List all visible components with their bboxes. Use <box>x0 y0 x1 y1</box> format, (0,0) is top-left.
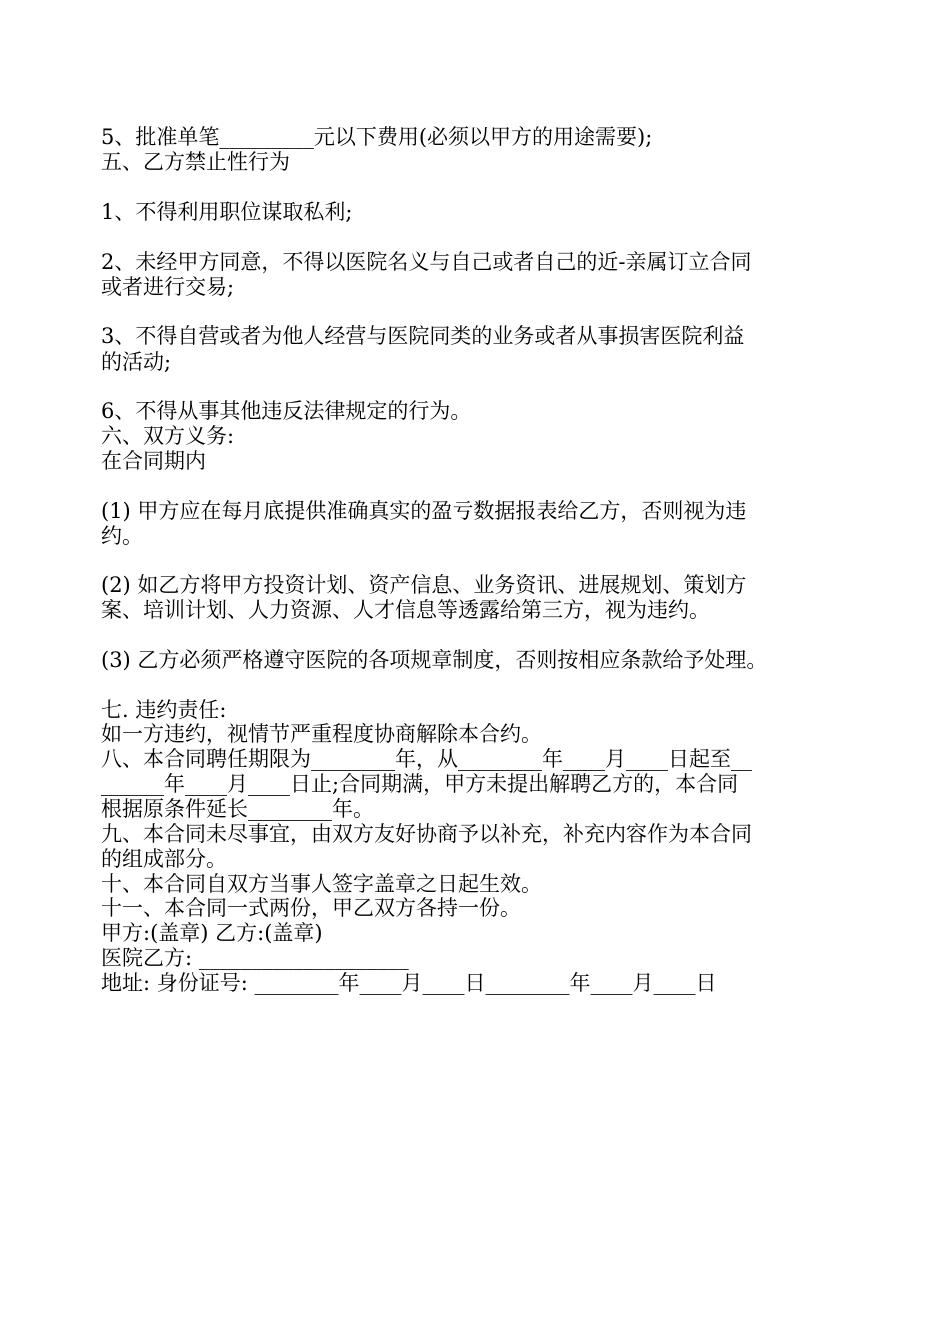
signature-hospital-line: 医院乙方: ____________________ <box>101 946 409 970</box>
text-line-duty-2: (2) 如乙方将甲方投资计划、资产信息、业务资讯、进展规划、策划方 <box>101 573 747 597</box>
text-line-term-extension: 根据原条件延长________年。 <box>101 797 374 821</box>
section-heading-5: 五、乙方禁止性行为 <box>101 150 290 174</box>
text-line-duty-1-cont: 约。 <box>101 524 143 548</box>
text-line-term-cont: ______年____月____日止;合同期满，甲方未提出解聘乙方的，本合同 <box>101 772 739 796</box>
text-line-copies: 十一、本合同一式两份，甲乙双方各持一份。 <box>101 896 521 920</box>
text-line-clause-5: 5、批准单笔_________元以下费用(必须以甲方的用途需要); <box>101 125 653 149</box>
text-line-prohibition-2-cont: 或者进行交易; <box>101 275 235 299</box>
text-line-breach: 如一方违约，视情节严重程度协商解除本合约。 <box>101 722 542 746</box>
text-line-supplement: 九、本合同未尽事宜，由双方友好协商予以补充，补充内容作为本合同 <box>101 822 752 846</box>
text-line-supplement-cont: 的组成部分。 <box>101 847 227 871</box>
text-line-prohibition-1: 1、不得利用职位谋取私利; <box>101 200 353 224</box>
text-line-prohibition-2: 2、未经甲方同意，不得以医院名义与自己或者自己的近-亲属订立合同 <box>101 250 752 274</box>
text-line-prohibition-6: 6、不得从事其他违反法律规定的行为。 <box>101 399 472 423</box>
section-heading-6: 六、双方义务: <box>101 424 235 448</box>
text-line-duty-3: (3) 乙方必须严格遵守医院的各项规章制度，否则按相应条款给予处理。 <box>101 648 768 672</box>
text-line-term: 八、本合同聘任期限为________年，从________年____月____日起至__ <box>101 747 752 771</box>
signature-party-labels: 甲方:(盖章) 乙方:(盖章) <box>101 921 323 945</box>
text-line-duty-1: (1) 甲方应在每月底提供准确真实的盈亏数据报表给乙方，否则视为违 <box>101 499 747 523</box>
text-line-effective: 十、本合同自双方当事人签字盖章之日起生效。 <box>101 872 542 896</box>
text-line-contract-period: 在合同期内 <box>101 449 206 473</box>
signature-address-date-line: 地址: 身份证号: ________年____月____日________年____月____日 <box>101 971 717 995</box>
section-heading-7: 七. 违约责任: <box>101 698 227 722</box>
text-line-duty-2-cont: 案、培训计划、人力资源、人才信息等透露给第三方，视为违约。 <box>101 598 710 622</box>
text-line-prohibition-3: 3、不得自营或者为他人经营与医院同类的业务或者从事损害医院利益 <box>101 324 745 348</box>
text-line-prohibition-3-cont: 的活动; <box>101 350 172 374</box>
